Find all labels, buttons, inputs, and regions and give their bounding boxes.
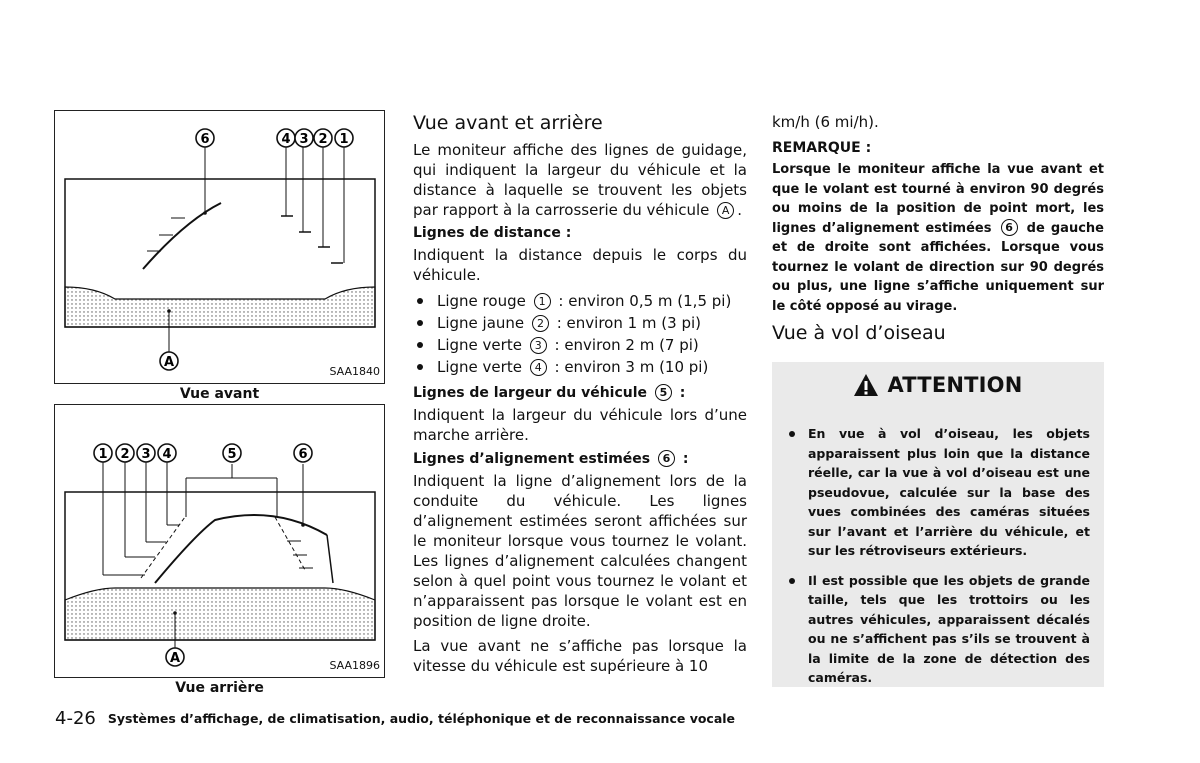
front-view-diagram	[55, 111, 386, 385]
marker-1	[335, 129, 353, 147]
paragraph: Indiquent la distance depuis le corps du véhicule.	[413, 246, 747, 284]
page-footer	[55, 708, 735, 729]
section-heading: Vue à vol d’oiseau	[772, 322, 946, 344]
subheading: Lignes de distance :	[413, 225, 572, 241]
marker-4	[277, 129, 295, 147]
marker-1	[94, 444, 112, 462]
svg-text:1: 1	[98, 447, 108, 462]
paragraph: La vue avant ne s’affiche pas lorsque la vitesse du véhicule est supérieure à 10	[413, 637, 747, 675]
marker-6	[294, 444, 312, 462]
list-item: Ligne jaune 2 : environ 1 m (3 pi)	[413, 312, 747, 334]
svg-text:2: 2	[318, 132, 328, 147]
front-view-figure	[54, 110, 385, 384]
bumper-area	[65, 588, 375, 640]
figure-code: SAA1896	[329, 659, 380, 672]
warning-box	[772, 362, 1104, 687]
marker-4	[158, 444, 176, 462]
rear-view-figure	[54, 404, 385, 678]
warning-title: ATTENTION	[887, 373, 1023, 397]
section-heading: Vue avant et arrière	[413, 112, 603, 134]
ref-marker: A	[717, 202, 734, 219]
figure-caption: Vue arrière	[175, 680, 264, 696]
svg-text:5: 5	[227, 447, 237, 462]
svg-text:3: 3	[141, 447, 151, 462]
marker-3	[295, 129, 313, 147]
marker-2	[314, 129, 332, 147]
svg-text:3: 3	[299, 132, 309, 147]
subheading: Lignes d’alignement estimées 6 :	[413, 451, 689, 467]
svg-text:4: 4	[162, 447, 172, 462]
distance-list	[413, 290, 747, 378]
list-item: Ligne verte 4 : environ 3 m (10 pi)	[413, 356, 747, 378]
warning-header	[772, 362, 1104, 408]
subheading: Lignes de largeur du véhicule 5 :	[413, 385, 686, 401]
warning-list	[786, 424, 1090, 688]
marker-2	[116, 444, 134, 462]
figure-caption: Vue avant	[179, 386, 260, 402]
remark-paragraph: Lorsque le moniteur affiche la vue avant et que le volant est tourné à environ 90 degrés ou moins de la position de point mort, les lignes d’alignement estimées 6 de gauche et de droite sont affichées. Lorsque vous tournez le volant de direction sur 90 degrés ou plus, une ligne s’affiche uniquement sur le côté opposé au virage.	[772, 162, 1104, 314]
main-text-column	[413, 112, 747, 681]
svg-text:6: 6	[298, 447, 308, 462]
figure-code: SAA1840	[329, 365, 380, 378]
marker-3	[137, 444, 155, 462]
paragraph: Indiquent la largeur du véhicule lors d’une marche arrière.	[413, 406, 747, 444]
svg-text:2: 2	[120, 447, 130, 462]
svg-text:4: 4	[281, 132, 291, 147]
paragraph: km/h (6 mi/h).	[772, 113, 879, 131]
right-text-column	[772, 112, 1104, 350]
marker-a	[166, 648, 184, 666]
svg-text:1: 1	[339, 132, 349, 147]
marker-5	[223, 444, 241, 462]
list-item: Ligne verte 3 : environ 2 m (7 pi)	[413, 334, 747, 356]
paragraph: Indiquent la ligne d’alignement lors de la conduite du véhicule. Les lignes d’alignement estimées seront affichées sur le moniteur lorsque vous tournez le volant. Les lignes d’alignement calculées changent selon à quel point vous tournez le volant et n’apparaissent pas lorsque le volant est en position de ligne droite.	[413, 472, 747, 630]
warning-icon	[853, 373, 879, 397]
svg-text:6: 6	[200, 132, 210, 147]
intro-paragraph: Le moniteur affiche des lignes de guidage, qui indiquent la largeur du véhicule et la distance à laquelle se trouvent les objets par rapport à la carrosserie du véhicule A .	[413, 141, 747, 219]
svg-text:A: A	[163, 355, 175, 370]
remark-label: REMARQUE :	[772, 140, 872, 156]
svg-text:A: A	[169, 651, 181, 666]
list-item: En vue à vol d’oiseau, les objets apparaissent plus loin que la distance réelle, car la vue à vol d’oiseau est une pseudovue, calculée sur la base des vues combinées des caméras situées sur l’avant et l’arrière du véhicule, et sur les rétroviseurs extérieurs.	[786, 424, 1090, 561]
page-number: 4-26	[55, 708, 96, 729]
rear-view-diagram	[55, 405, 386, 679]
chapter-title: Systèmes d’affichage, de climatisation, audio, téléphonique et de reconnaissance vocale	[107, 711, 736, 726]
marker-6	[196, 129, 214, 147]
marker-a	[160, 352, 178, 370]
intro-text: Le moniteur affiche des lignes de guidage, qui indiquent la largeur du véhicule et la distance à laquelle se trouvent les objets par rapport à la carrosserie du véhicule	[413, 141, 747, 219]
list-item: Il est possible que les objets de grande taille, tels que les trottoirs ou les autres véhicules, apparaissent décalés ou ne s’affichent pas s’ils se trouvent à la limite de la zone de détection des caméras.	[786, 571, 1090, 688]
list-item: Ligne rouge 1 : environ 0,5 m (1,5 pi)	[413, 290, 747, 312]
